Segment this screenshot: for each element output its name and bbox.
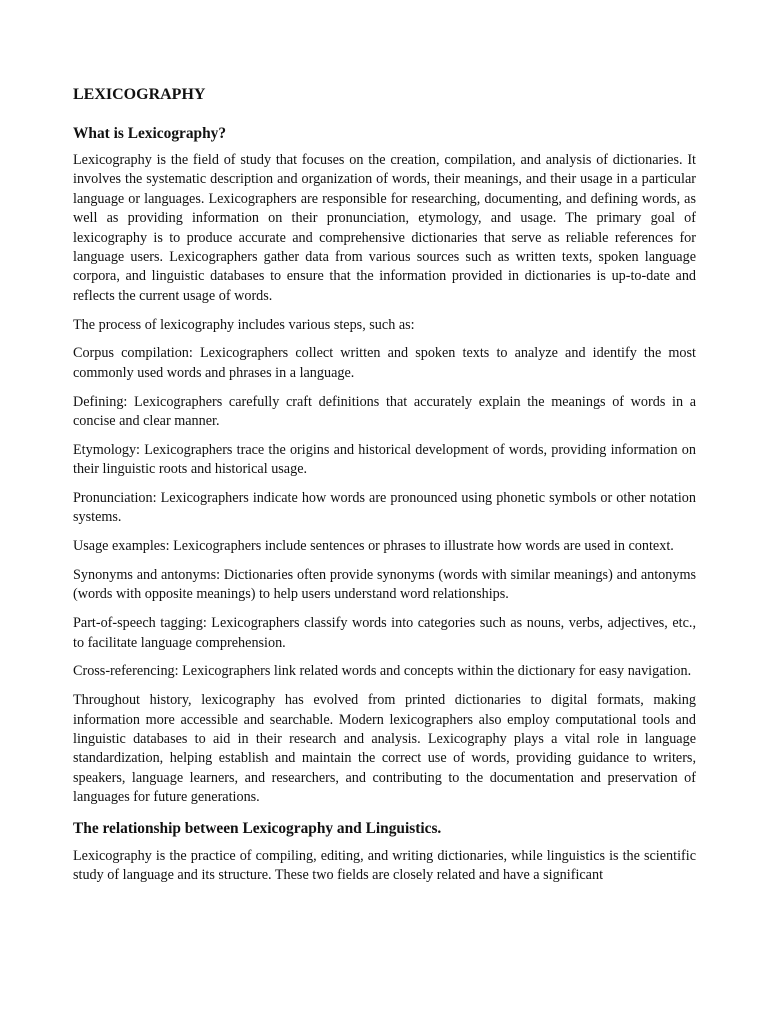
document-title: LEXICOGRAPHY <box>73 86 206 103</box>
document-page <box>73 84 696 895</box>
paragraph-intro: Lexicography is the field of study that focuses on the creation, compilation, and analysis of dictionaries. It involves the systematic description and organization of words, their meanings, and their usage in a particular language or languages. Lexicographers are responsible for researching, documenting, and defining words, as well as providing information on their pronunciation, etymology, and usage. The primary goal of lexicography is to produce accurate and comprehensive dictionaries that serve as reliable references for language users. Lexicographers gather data from various sources such as written texts, spoken language corpora, and linguistic databases to ensure that the information provided in dictionaries is up-to-date and reflects the current usage of words. <box>73 152 696 304</box>
paragraph-relationship: Lexicography is the practice of compiling, editing, and writing dictionaries, while linguistics is the scientific study of language and its structure. These two fields are closely related and have a significant <box>73 847 696 884</box>
paragraph-cross-referencing: Cross-referencing: Lexicographers link related words and concepts within the dictionary for easy navigation. <box>73 663 692 680</box>
section-heading-what-is-lexicography: What is Lexicography? <box>73 125 227 142</box>
paragraph-corpus-compilation: Corpus compilation: Lexicographers collect written and spoken texts to analyze and identify the most commonly used words and phrases in a language. <box>73 345 696 381</box>
paragraph-synonyms-antonyms: Synonyms and antonyms: Dictionaries often provide synonyms (words with similar meanings) and antonyms (words with opposite meanings) to help users understand word relationships. <box>73 567 696 603</box>
paragraph-etymology: Etymology: Lexicographers trace the origins and historical development of words, providing information on their linguistic roots and historical usage. <box>73 441 696 478</box>
paragraph-defining: Defining: Lexicographers carefully craft definitions that accurately explain the meanings of words in a concise and clear manner. <box>73 393 696 430</box>
paragraph-history: Throughout history, lexicography has evolved from printed dictionaries to digital formats, making information more accessible and searchable. Modern lexicographers also employ computational tools and linguistic databases to aid in their research and analysis. Lexicography plays a vital role in language standardization, helping establish and maintain the correct use of words, providing guidance to writers, speakers, language learners, and researchers, and contributing to the documentation and preservation of languages for future generations. <box>73 692 696 806</box>
paragraph-usage-examples: Usage examples: Lexicographers include sentences or phrases to illustrate how words are used in context. <box>73 538 674 555</box>
paragraph-process-intro: The process of lexicography includes various steps, such as: <box>73 316 415 333</box>
section-heading-relationship: The relationship between Lexicography and Linguistics. <box>73 819 442 837</box>
paragraph-pronunciation: Pronunciation: Lexicographers indicate how words are pronounced using phonetic symbols or other notation systems. <box>73 490 696 526</box>
paragraph-part-of-speech: Part-of-speech tagging: Lexicographers classify words into categories such as nouns, verbs, adjectives, etc., to facilitate language comprehension. <box>73 615 696 651</box>
